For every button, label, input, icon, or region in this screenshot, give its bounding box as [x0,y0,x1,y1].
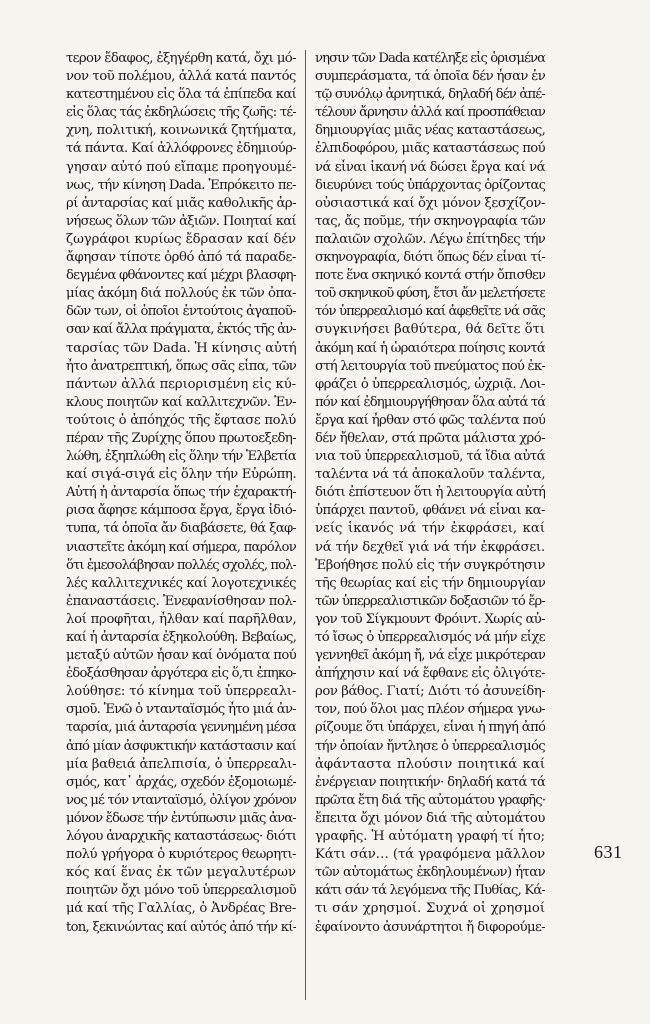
text-line: παλαιῶν σχολῶν. Λέγω ἐπίτηδες τήν [315,231,545,247]
text-line: τῆς θεωρίας καί εἰς τήν δημιουργίαν [315,575,545,591]
text-line: λοί προφῆται, ἦλθαν καί παρῆλθαν, [66,611,296,627]
text-line: κλους ποιητῶν καί καλλιτεχνῶν. Ἐν- [66,394,296,410]
text-line: ταλέντα νά τά ἀποκαλοῦν ταλέντα, [315,467,545,483]
text-line: νος μέ τόν ντανταϊσμό, ὀλίγον χρόνον [66,792,296,808]
text-line: καί ἡ ἀνταρσία ἐξηκολούθη. Βεβαίως, [66,630,296,645]
text-line: νησιν τῶν Dada κατέληξε εἰς ὁρισμένα [315,51,545,66]
text-line: Κάτι σάν… (τά γραφόμενα μᾶλλον [315,847,545,863]
text-line: τῶν αὐτομάτως ἐκδηλουμένων) ἦταν [315,865,545,881]
text-line: ἀφάνταστα πλούσιν ποιητικά καί [315,756,545,772]
text-line: ποιητῶν ὄχι μόνο τοῦ ὑπερρεαλισμοῦ [66,883,296,899]
text-line: Αὐτή ἡ ἀνταρσία ὅπως τήν ἐχαρακτή- [66,485,296,501]
text-line: ἄφησαν τίποτε ὀρθό ἀπό τά παραδε- [66,250,296,266]
text-line: μία βαθειά ἀπελπισία, ὁ ὑπερρεαλι- [66,756,296,772]
right-text-column [315,50,545,937]
text-line: τῷ συνόλῳ ἀρνητικά, δηλαδή δέν ἀπέ- [315,87,545,103]
text-line: λές καλλιτεχνικές καί λογοτεχνικές [66,575,296,591]
text-line: σμός, κατ᾽ ἀρχάς, σχεδόν ἐξομοιωμέ- [66,774,296,790]
text-line: γον τοῦ Σίγκμουντ Φρόιντ. Χωρίς αὐ- [315,611,545,627]
text-line: ταρσία, μιά ἀνταρσία γεννημένη μέσα [66,720,296,736]
text-line: πόν καί ἐδημιουργήθησαν ὅλα αὐτά τά [315,394,545,410]
text-line: μόνον ἔδωσε τήν ἐντύπωσιν μιᾶς ἀνα- [66,810,296,826]
text-line: ὅτι ἐμεσολάβησαν πολλές σχολές, πολ- [66,557,296,573]
text-line: ἐδοξάσθησαν ἀργότερα εἰς ὅ,τι ἐπηκο- [66,666,296,682]
text-line: τέλουν ἄρνησιν ἀλλά καί προσπάθειαν [315,105,545,121]
text-line: Ἐβοήθησε πολύ εἰς τήν συγκρότησιν [315,557,545,573]
text-line: ἐλπιδοφόρου, μιᾶς καταστάσεως πού [315,141,545,157]
text-line: τούτοις ὁ ἀπόηχός τῆς ἔφτασε πολύ [66,412,296,428]
text-line: μεταξύ αὐτῶν ἦσαν καί ὀνόματα πού [66,648,296,664]
text-line: νιαστεῖτε ἀκόμη καί σήμερα, παρόλον [66,539,296,555]
text-line: γησαν αὐτό πού εἴπαμε προηγουμέ- [66,159,296,175]
page-number: 631 [594,842,623,862]
text-line: τά πάντα. Καί ἀλλόφρονες ἐδημιούρ- [66,141,296,157]
left-text-column [66,50,296,937]
text-line: χνη, πολιτική, κοινωνικά ζητήματα, [66,123,296,139]
text-line: ρί ἀνταρσίας καί μιᾶς καθολικῆς ἀρ- [66,195,296,211]
text-line: ἔπειτα ὄχι μόνον διά τῆς αὐτομάτου [315,810,545,826]
text-line: πολύ γρήγορα ὁ κυριότερος θεωρητι- [66,847,296,863]
text-line: συγκινήσει βαθύτερα, θά δεῖτε ὅτι [315,322,545,338]
text-line: πάντων ἀλλά περιορισμένη εἰς κύ- [66,376,296,392]
text-line: ζωγράφοι κυρίως ἔδρασαν καί δέν [66,231,296,247]
text-line: κός καί ἕνας ἐκ τῶν μεγαλυτέρων [66,865,296,881]
text-line: ἐφαίνοντο ἀσυνάρτητοι ἤ διφορούμε- [315,919,545,935]
text-line: σαν καί ἄλλα πράγματα, ἐκτός τῆς ἀν- [66,322,296,338]
text-line: ἀπήχησιν καί νά ἔφθανε εἰς ὀλιγότε- [315,666,545,682]
text-line: δεγμένα φθάνοντες καί μέχρι βλασφη- [66,268,296,284]
text-line: δέν ἤθελαν, στά πρῶτα μάλιστα χρό- [315,430,545,446]
text-line: ὑπάρχει παντοῦ, φθάνει νά εἶναι κα- [315,503,545,519]
text-line: λόγου ἀναρχικῆς καταστάσεως· διότι [66,829,296,845]
text-line: ἀπό μίαν ἀσφυκτικήν κατάστασιν καί [66,738,296,754]
text-line: ποτε ἕνα σκηνικό κοντά στήν ὄπισθεν [315,268,545,284]
text-line: νά τήν δεχθεῖ γιά νά τήν ἐκφράσει. [315,539,545,555]
text-line: πέραν τῆς Ζυρίχης ὅπου πρωτοεξεδη- [66,430,296,446]
text-line: νήσεως ὅλων τῶν ἀξιῶν. Ποιηταί καί [66,213,296,229]
text-line: τοῦ σκηνικοῦ φύση, ἔτσι ἄν μελετήσετε [315,286,545,302]
text-line: διότι ἐπίστευον ὅτι ἡ λειτουργία αὐτή [315,485,545,501]
text-line: τας, ἄς ποῦμε, τήν σκηνογραφία τῶν [315,213,545,229]
text-line: νια τοῦ ὑπερρεαλισμοῦ, τά ἴδια αὐτά [315,449,545,465]
text-line: κάτι σάν τά λεγόμενα τῆς Πυθίας, Κά- [315,883,545,899]
text-line: στή λειτουργία τοῦ πνεύματος πού ἐκ- [315,358,545,374]
column-divider [305,50,306,1000]
text-line: σμοῦ. Ἐνῶ ὁ ντανταϊσμός ἦτο μιά ἀν- [66,702,296,718]
text-line: λώθη, ἐξηπλώθη εἰς ὅλην τήν Ἑλβετία [66,449,296,465]
text-line: νείς ἱκανός νά τήν ἐκφράσει, καί [315,521,545,537]
text-line: εἰς ὅλας τάς ἐκδηλώσεις τῆς ζωῆς: τέ- [66,105,296,121]
text-line: καί σιγά-σιγά εἰς ὅλην τήν Εὐρώπη. [66,467,296,483]
text-line: τον, πού ὅλοι μας πλέον σήμερα γνω- [315,702,545,718]
text-line: ρίζουμε ὅτι ὑπάρχει, εἶναι ἡ πηγή ἀπό [315,720,545,736]
text-line: ton, ξεκινώντας καί αὐτός ἀπό τήν κί- [66,919,296,935]
text-line: κατεστημένου εἰς ὅλα τά ἐπίπεδα καί [66,87,296,103]
text-line: τι σάν χρησμοί. Συχνά οἱ χρησμοί [315,901,545,917]
text-line: φράζει ὁ ὑπερρεαλισμός, ὠχριᾷ. Λοι- [315,376,545,392]
text-line: δῶν των, οἱ ὁποῖοι ἐντούτοις ἀγαποῦ- [66,304,296,320]
text-line: τυπα, τά ὁποῖα ἄν διαβάσετε, θά ξαφ- [66,521,296,537]
text-line: τῶν ὑπερρεαλιστικῶν δοξασιῶν τό ἔρ- [315,593,545,609]
text-line: σκηνογραφία, διότι ὅπως δέν εἶναι τί- [315,250,545,266]
text-line: οὐσιαστικά καί ὄχι μόνον ξεσχίζον- [315,195,545,211]
text-line: ἦτο ἀνατρεπτική, ὅπως σᾶς εἶπα, τῶν [66,358,296,374]
text-line: μίας ἀκόμη διά πολλούς ἐκ τῶν ὀπα- [66,286,296,302]
text-line: ἐνέργειαν ποιητικήν· δηλαδή κατά τά [315,774,545,790]
text-line: νά εἶναι ἱκανή νά δώσει ἔργα καί νά [315,159,545,175]
text-line: γραφῆς. Ἡ αὐτόματη γραφή τί ἦτο; [315,829,545,845]
text-line: τερον ἔδαφος, ἐξηγέρθη κατά, ὄχι μό- [66,51,296,66]
text-line: ἐπαναστάσεις. Ἐνεφανίσθησαν πολ- [66,593,296,609]
text-line: ἀκόμη καί ἡ ὡραιότερα ποίησις κοντά [315,340,545,356]
text-line: μά καί τῆς Γαλλίας, ὁ Ἀνδρέας Bre- [66,901,296,917]
text-line: λούθησε: τό κίνημα τοῦ ὑπερρεαλι- [66,684,296,700]
text-line: τόν ὑπερρεαλισμό καί ἀφεθεῖτε νά σᾶς [315,304,545,320]
text-line: ρισα ἄφησε κάμποσα ἔργα, ἔργα ἰδιό- [66,503,296,519]
text-line: συμπεράσματα, τά ὁποῖα δέν ἦσαν ἐν [315,69,545,85]
text-line: τό ἴσως ὁ ὑπερρεαλισμός νά μήν εἶχε [315,630,545,645]
text-line: τήν ὁποίαν ἤντλησε ὁ ὑπερρεαλισμός [315,738,545,754]
text-line: ρον βάθος. Γιατί; Διότι τό ἀσυνείδη- [315,684,545,700]
text-line: πρῶτα ἔτη διά τῆς αὐτομάτου γραφῆς· [315,792,545,808]
text-line: διευρύνει τούς ὑπάρχοντας ὁρίζοντας [315,177,545,193]
text-line: ταρσίας τῶν Dada. Ἡ κίνησις αὐτή [66,340,296,356]
text-line: ἔργα καί ἦρθαν στό φῶς ταλέντα πού [315,412,545,428]
text-line: γεννηθεῖ ἀκόμη ἤ, νά εἶχε μικρότεραν [315,648,545,664]
text-line: νον τοῦ πολέμου, ἀλλά κατά παντός [66,69,296,85]
text-line: νως, τήν κίνηση Dada. Ἐπρόκειτο πε- [66,177,296,193]
text-line: δημιουργίας μιᾶς νέας καταστάσεως, [315,123,545,139]
